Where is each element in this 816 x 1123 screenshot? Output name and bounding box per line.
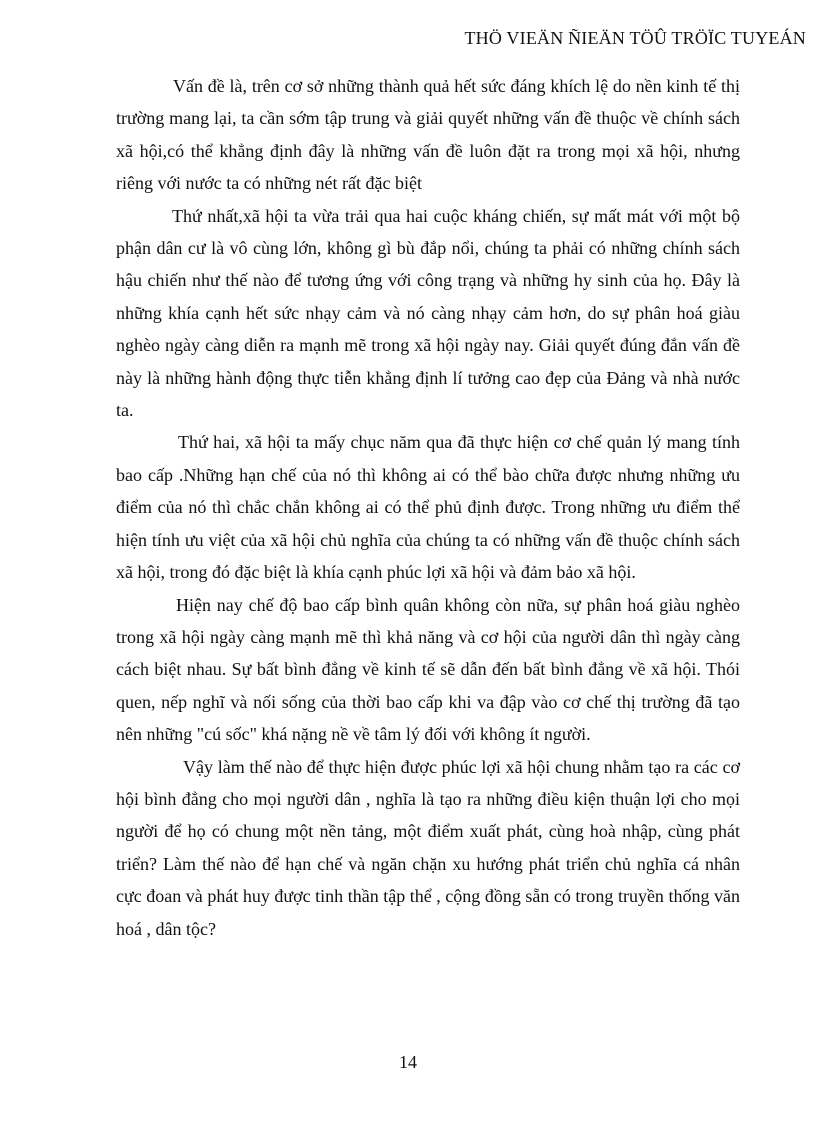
page-number: 14 (399, 1052, 417, 1072)
document-body (116, 70, 740, 945)
paragraph-2: Thứ nhất,xã hội ta vừa trải qua hai cuộc kháng chiến, sự mất mát với một bộ phận dân cư là vô cùng lớn, không gì bù đắp nổi, chúng ta phải có những chính sách hậu chiến như thế nào để tương ứng với công trạng và những hy sinh của họ. Đây là những khía cạnh hết sức nhạy cảm và nó càng nhạy cảm hơn, do sự phân hoá giàu nghèo ngày càng diễn ra mạnh mẽ trong xã hội ngày nay. Giải quyết đúng đắn vấn đề này là những hành động thực tiễn khẳng định lí tưởng cao đẹp của Đảng và nhà nước ta. (116, 205, 740, 421)
paragraph-1: Vấn đề là, trên cơ sở những thành quả hết sức đáng khích lệ do nền kinh tế thị trường mang lại, ta cần sớm tập trung và giải quyết những vấn đề thuộc về chính sách xã hội,có thể khẳng định đây là những vấn đề luôn đặt ra trong mọi xã hội, nhưng riêng với nước ta có những nét rất đặc biệt (116, 76, 740, 194)
paragraph-3: Thứ hai, xã hội ta mấy chục năm qua đã thực hiện cơ chế quản lý mang tính bao cấp .Những hạn chế của nó thì không ai có thể bào chữa được nhưng những ưu điểm của nó thì chắc chắn không ai có thể phủ định được. Trong những ưu điểm thể hiện tính ưu việt của xã hội chủ nghĩa của chúng ta có những vấn đề thuộc chính sách xã hội, trong đó đặc biệt là khía cạnh phúc lợi xã hội và đảm bảo xã hội. (116, 432, 740, 583)
page-header: THÖ VIEÄN ÑIEÄN TÖÛ TRÖÏC TUYEÁN (464, 28, 806, 48)
paragraph-4: Hiện nay chế độ bao cấp bình quân không còn nữa, sự phân hoá giàu nghèo trong xã hội ngày càng mạnh mẽ thì khả năng và cơ hội của người dân thì ngày càng cách biệt nhau. Sự bất bình đẳng về kinh tế sẽ dẫn đến bất bình đẳng về xã hội. Thói quen, nếp nghĩ và nối sống của thời bao cấp khi va đập vào cơ chế thị trường đã tạo nên những "cú sốc" khá nặng nề về tâm lý đối với không ít người. (116, 594, 740, 745)
paragraph-5: Vậy làm thế nào để thực hiện được phúc lợi xã hội chung nhằm tạo ra các cơ hội bình đẳng cho mọi người dân , nghĩa là tạo ra những điều kiện thuận lợi cho mọi người để họ có chung một nền tảng, một điểm xuất phát, cùng hoà nhập, cùng phát triển? Làm thế nào để hạn chế và ngăn chặn xu hướng phát triển chủ nghĩa cá nhân cực đoan và phát huy được tinh thần tập thể , cộng đồng sẵn có trong truyền thống văn hoá , dân tộc? (116, 756, 740, 939)
